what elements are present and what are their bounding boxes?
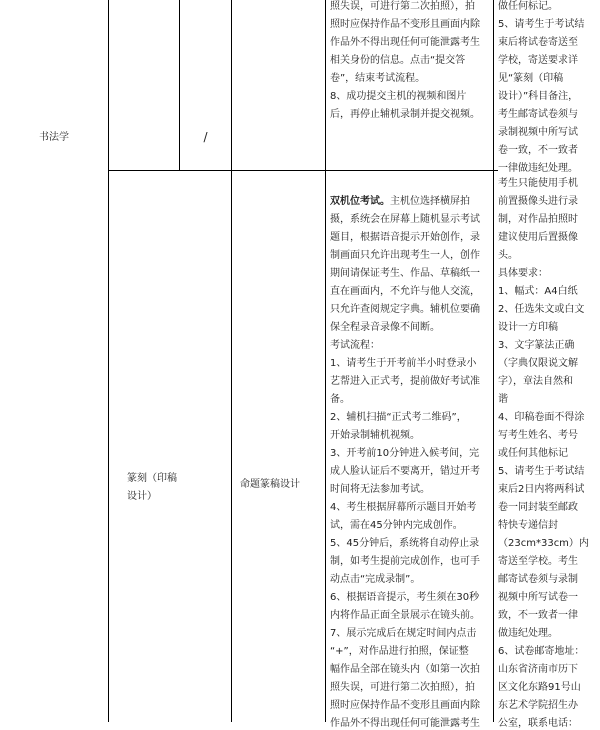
text-line: 设计）”科目备注，: [498, 91, 579, 102]
text-line: 内将作品正面全景展示在镜头前。: [330, 610, 480, 621]
text-line: 区文化东路91号山: [498, 682, 581, 693]
text-line: 照失误，可进行第二次拍照），拍: [330, 1, 475, 12]
subject-seal-carving: [127, 472, 177, 503]
text-line: 谐: [498, 394, 508, 405]
text-line: 摄，系统会在屏幕上随机显示考试: [330, 214, 480, 225]
text-line: 篆刻（印稿: [127, 473, 177, 484]
text-line: 动点击“完成录制”。: [330, 574, 421, 585]
text-line: 具体要求：: [498, 268, 548, 279]
text-line: 直在画面内，不允许与他人交流，: [330, 286, 480, 297]
text-line: 6、根据语音提示，考生须在30秒: [330, 592, 480, 603]
text-line: 建议使用后置摄像: [498, 232, 578, 243]
text-line: 艺帮进入正式考，提前做好考试准: [330, 376, 480, 387]
exam-method: 命题篆稿设计: [240, 479, 300, 490]
text-line: （23cm*33cm）内: [498, 538, 589, 549]
text-line: 开始录制辅机视频。: [330, 430, 420, 441]
text-line: 4、印稿卷面不得涂: [498, 412, 585, 423]
text-line: 保全程录音录像不间断。: [330, 322, 440, 333]
row2-notes-text: [498, 177, 589, 730]
text-line: 1、请考生于开考前半小时登录小: [330, 358, 477, 369]
grid-line-v2: [179, 0, 180, 171]
row1-process-text: [330, 0, 480, 121]
text-line: “+”，对作品进行拍照，保证整: [330, 646, 469, 657]
text-line: 4、考生根据屏幕所示题目开始考: [330, 502, 477, 513]
slash-mark: /: [203, 130, 208, 144]
text-line: 卷一同封装至邮政: [498, 502, 578, 513]
text-line: 学校，寄送要求详: [498, 55, 578, 66]
text-line: 1、幅式：A4白纸: [498, 286, 578, 297]
text-line: 作品外不得出现任何可能泄露考生: [330, 37, 480, 48]
text-line: 卷一致，不一致者: [498, 145, 578, 156]
text-line: 公室，联系电话：: [498, 718, 578, 729]
text-line: 特快专递信封: [498, 520, 558, 531]
text-line: 致，不一致者一律: [498, 610, 578, 621]
text-line: 照时应保持作品不变形且画面内除: [330, 700, 480, 711]
text-line: 相关身份的信息。点击“提交答: [330, 55, 466, 66]
row1-notes-text: [498, 0, 584, 175]
text-line: 或任何其他标记: [498, 448, 568, 459]
text-line: 见“篆刻（印稿: [498, 73, 564, 84]
text-line: 5、请考生于考试结: [498, 19, 585, 30]
text-line: 寄送至学校。考生: [498, 556, 578, 567]
text-line: 3、开考前10分钟进入候考间，完: [330, 448, 480, 459]
text-line: 5、请考生于考试结: [498, 466, 585, 477]
text-line: 写考生姓名、考号: [498, 430, 578, 441]
text-line: 前置摄像头进行录: [498, 196, 578, 207]
text-line: 只允许查阅规定字典。辅机位要确: [330, 304, 480, 315]
lead-bold: 双机位考试。: [330, 196, 390, 207]
text-line: 题目，根据语音提示开始创作，录: [330, 232, 480, 243]
text-line: 视频中所写试卷一: [498, 592, 578, 603]
text-line: [330, 195, 480, 208]
text-line: 邮寄试卷须与录制: [498, 574, 578, 585]
text-line: 8、成功提交主机的视频和图片: [330, 91, 467, 102]
text-line: 做违纪处理。: [498, 628, 558, 639]
text-line: 2、辅机扫描“正式考二维码”，: [330, 412, 467, 423]
text-line: 制，对作品拍照时: [498, 214, 578, 225]
text-line: 束后2日内将两科试: [498, 484, 585, 495]
text-line: 幅作品全部在镜头内（如第一次拍: [330, 664, 480, 675]
text-line: 做任何标记。: [498, 1, 558, 12]
text-line: 期间请保证考生、作品、草稿纸一: [330, 268, 480, 279]
row-divider: [108, 170, 498, 171]
row2-process-text: [330, 195, 480, 730]
text-line: 2、任选朱文或白文: [498, 304, 585, 315]
text-line: 6、试卷邮寄地址：: [498, 646, 585, 657]
text-line: 设计一方印稿: [498, 322, 558, 333]
text-line: 考生邮寄试卷须与: [498, 109, 578, 120]
text-line: 制，如考生提前完成创作，也可手: [330, 556, 480, 567]
text-line: 头。: [498, 250, 518, 261]
lead-rest: 主机位选择横屏拍: [390, 196, 470, 207]
text-line: 作品外不得出现任何可能泄露考生: [330, 718, 480, 729]
grid-line-v3: [231, 0, 232, 722]
text-line: 山东省济南市历下: [498, 664, 578, 675]
grid-line-v5: [493, 0, 494, 722]
text-line: 字），章法自然和: [498, 376, 573, 387]
text-line: 7、展示完成后在规定时间内点击: [330, 628, 477, 639]
text-line: 束后将试卷寄送至: [498, 37, 578, 48]
text-line: 制画面只允许出现考生一人，创作: [330, 250, 480, 261]
text-line: 3、文字篆法正确: [498, 340, 575, 351]
text-line: 一律做违纪处理。: [498, 163, 578, 174]
text-line: 考生只能使用手机: [498, 178, 578, 189]
text-line: 后，再停止辅机录制并提交视频。: [330, 109, 480, 120]
text-line: 卷”，结束考试流程。: [330, 73, 426, 84]
text-line: 设计）: [127, 491, 157, 502]
text-line: 成人脸认证后不要离开，错过开考: [330, 466, 480, 477]
text-line: 时间将无法参加考试。: [330, 484, 430, 495]
text-line: 照失误，可进行第二次拍照），拍: [330, 682, 475, 693]
grid-line-v4: [325, 0, 326, 722]
subject-calligraphy: 书法学: [39, 132, 69, 143]
text-line: 5、45分钟后，系统将自动停止录: [330, 538, 480, 549]
text-line: 考试流程：: [330, 340, 380, 351]
text-line: 照时应保持作品不变形且画面内除: [330, 19, 480, 30]
text-line: 备。: [330, 394, 350, 405]
text-line: 录制视频中所写试: [498, 127, 578, 138]
grid-line-v1: [108, 0, 109, 722]
text-line: （字典仅限说文解: [498, 358, 578, 369]
text-line: 试，需在45分钟内完成创作。: [330, 520, 463, 531]
text-line: 东艺术学院招生办: [498, 700, 578, 711]
